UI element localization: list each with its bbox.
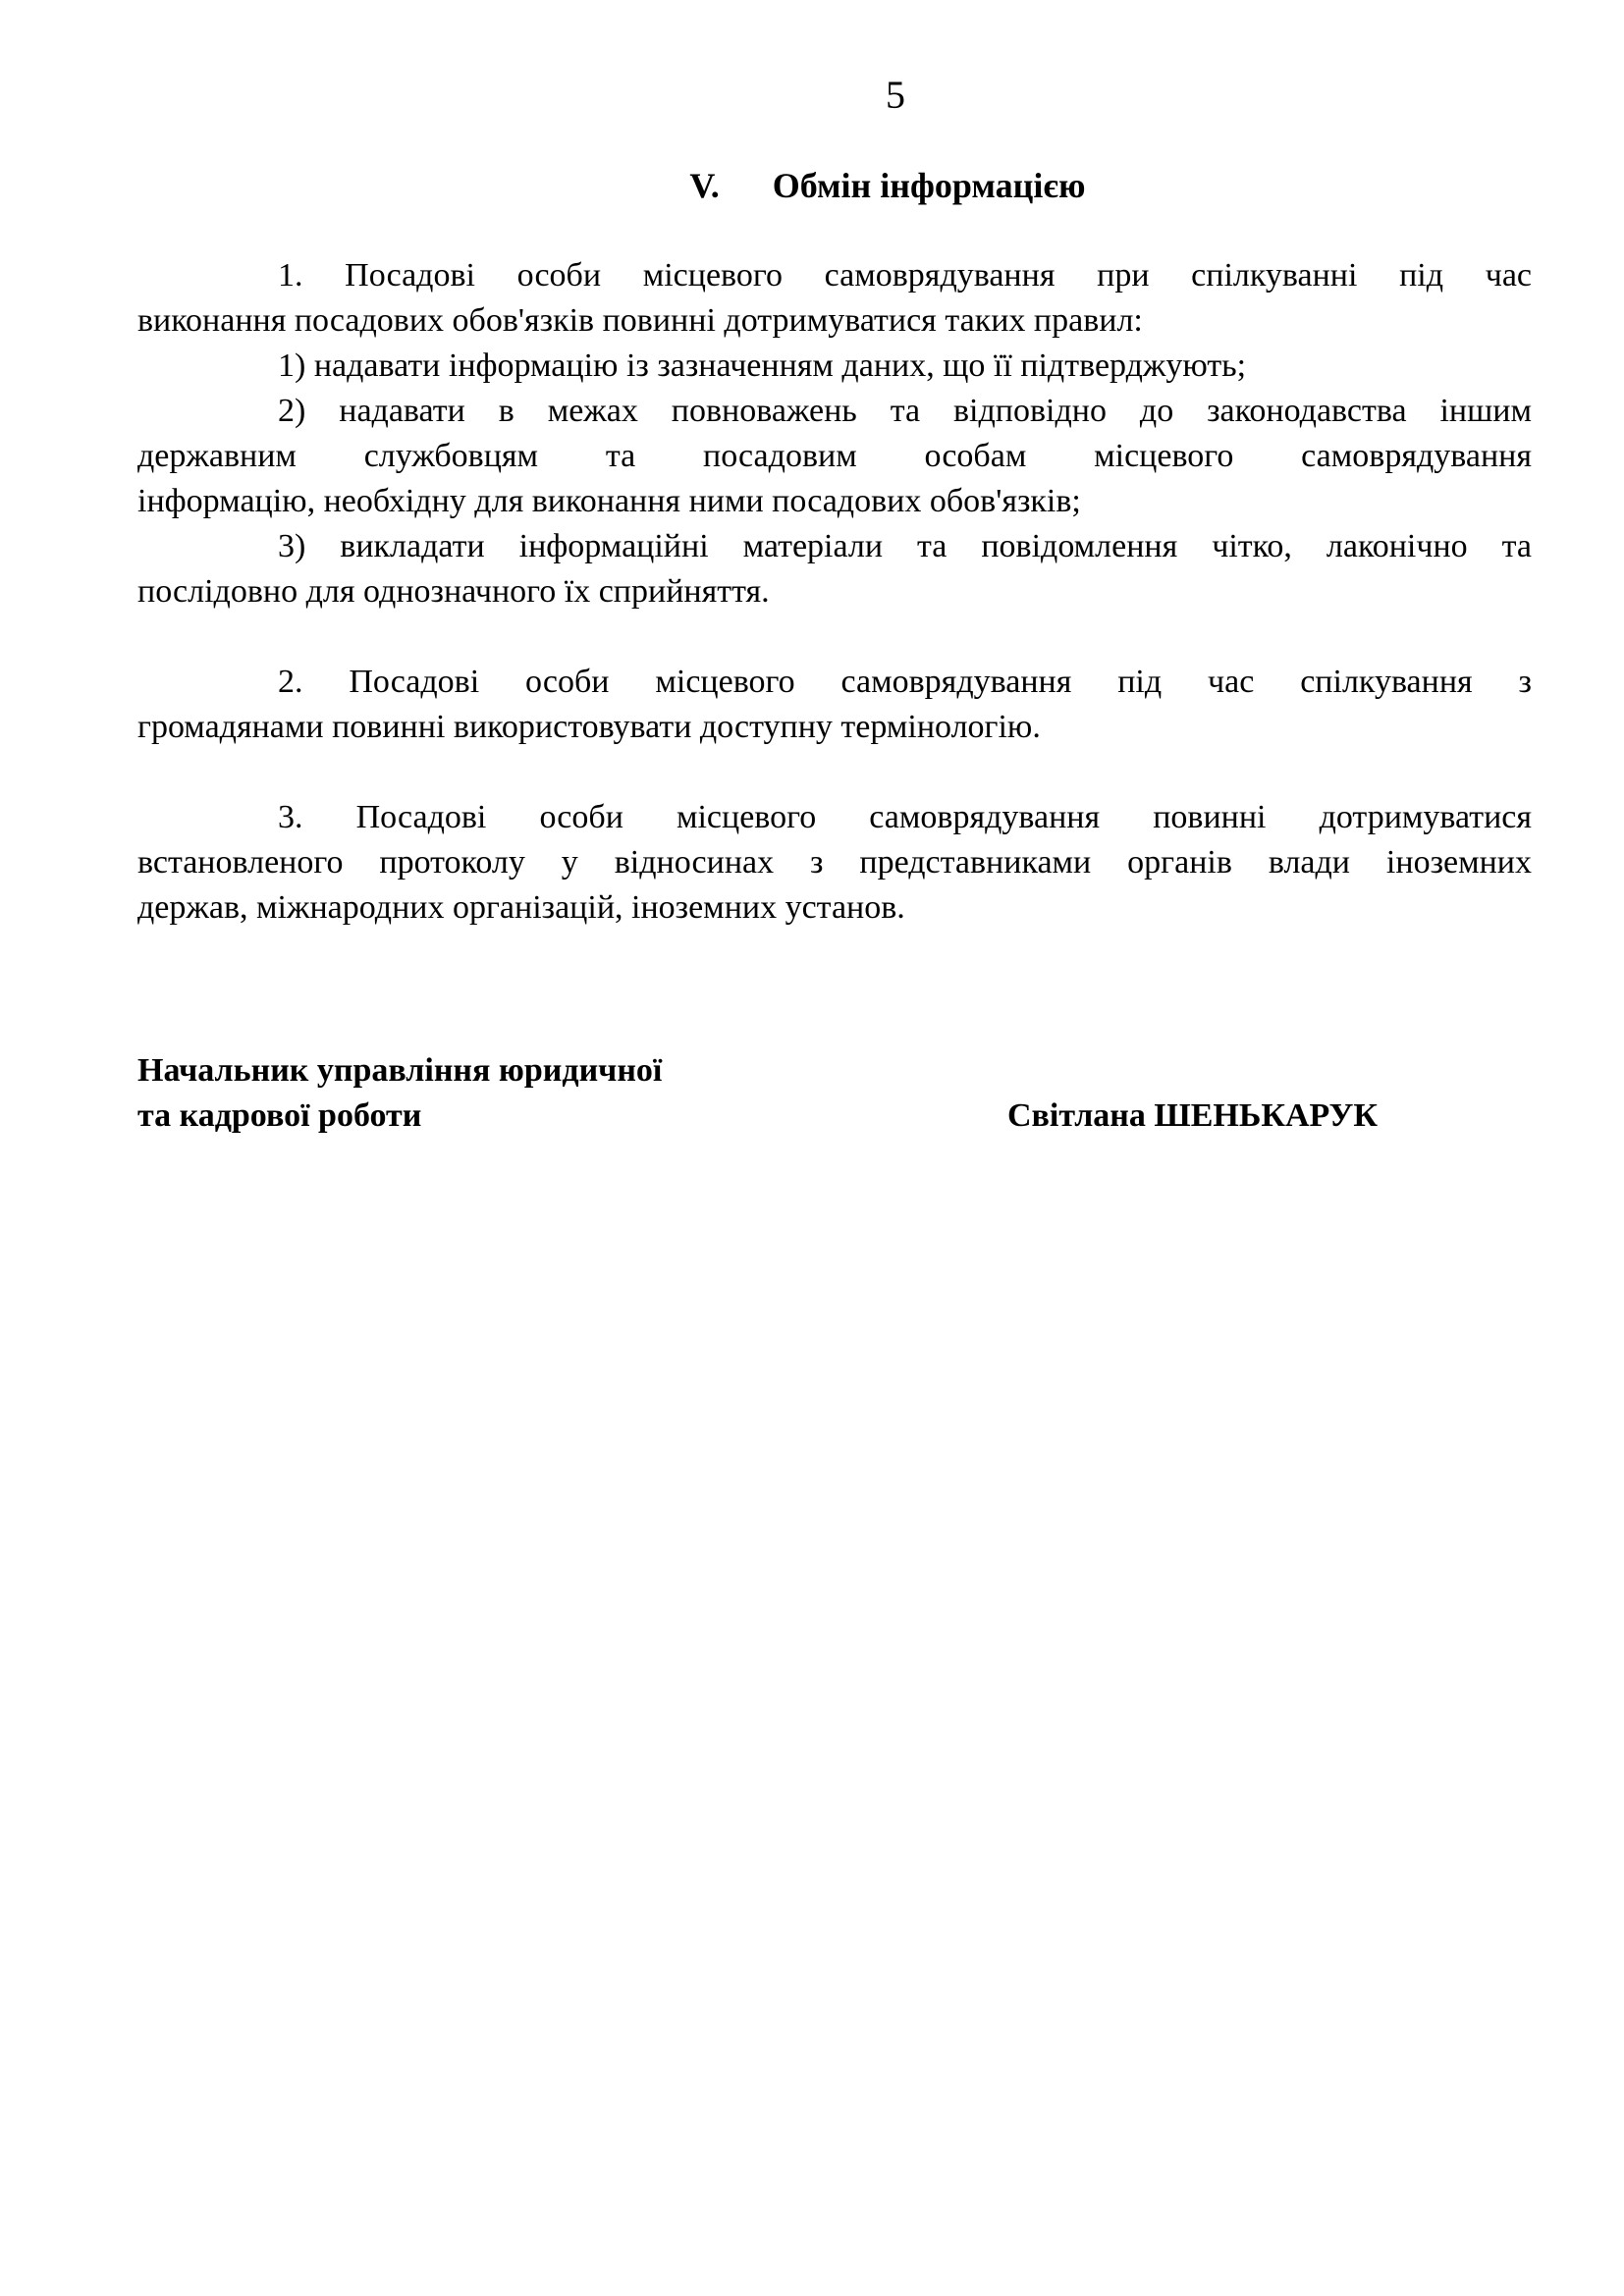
paragraph <box>137 344 1532 389</box>
text-line: 2. Посадові особи місцевого самоврядування під час спілкування з <box>278 664 1532 700</box>
section-heading <box>137 118 1532 253</box>
paragraph <box>137 795 1532 931</box>
signature-row <box>137 1094 1532 1139</box>
signatory-position-line2: та кадрової роботи <box>137 1097 422 1134</box>
text-line: 2) надавати в межах повноважень та відповідно до законодавства іншим <box>278 393 1532 429</box>
section-numeral: V. <box>689 166 720 205</box>
blank-line <box>137 750 1532 795</box>
page-number: 5 <box>886 73 905 117</box>
text-line: виконання посадових обов'язків повинні дотримуватися таких правил: <box>137 302 1143 339</box>
text-line: 1. Посадові особи місцевого самоврядування при спілкуванні під час <box>278 257 1532 294</box>
text-line: послідовно для однозначного їх сприйняття. <box>137 573 770 610</box>
section-title: Обмін інформацією <box>772 166 1086 205</box>
blank-line <box>137 614 1532 660</box>
paragraph <box>137 524 1532 614</box>
signatory-name: Світлана ШЕНЬКАРУК <box>1007 1097 1379 1134</box>
text-line: державним службовцям та посадовим особам місцевого самоврядування <box>137 438 1532 474</box>
text-line: держав, міжнародних організацій, іноземних установ. <box>137 889 905 926</box>
text-line: 3) викладати інформаційні матеріали та повідомлення чітко, лаконічно та <box>278 528 1532 564</box>
paragraph <box>137 660 1532 750</box>
paragraph <box>137 253 1532 344</box>
text-line: громадянами повинні використовувати доступну термінологію. <box>137 709 1041 745</box>
paragraph <box>137 389 1532 524</box>
document-body <box>137 253 1532 931</box>
text-line: 1) надавати інформацію із зазначенням даних, що її підтверджують; <box>278 347 1247 384</box>
signature-block <box>137 1048 1532 1139</box>
signatory-position-line1: Начальник управління юридичної <box>137 1052 663 1089</box>
text-line: встановленого протоколу у відносинах з представниками органів влади іноземних <box>137 844 1532 881</box>
text-line: інформацію, необхідну для виконання ними посадових обов'язків; <box>137 483 1081 519</box>
text-line: 3. Посадові особи місцевого самоврядування повинні дотримуватися <box>278 799 1532 835</box>
